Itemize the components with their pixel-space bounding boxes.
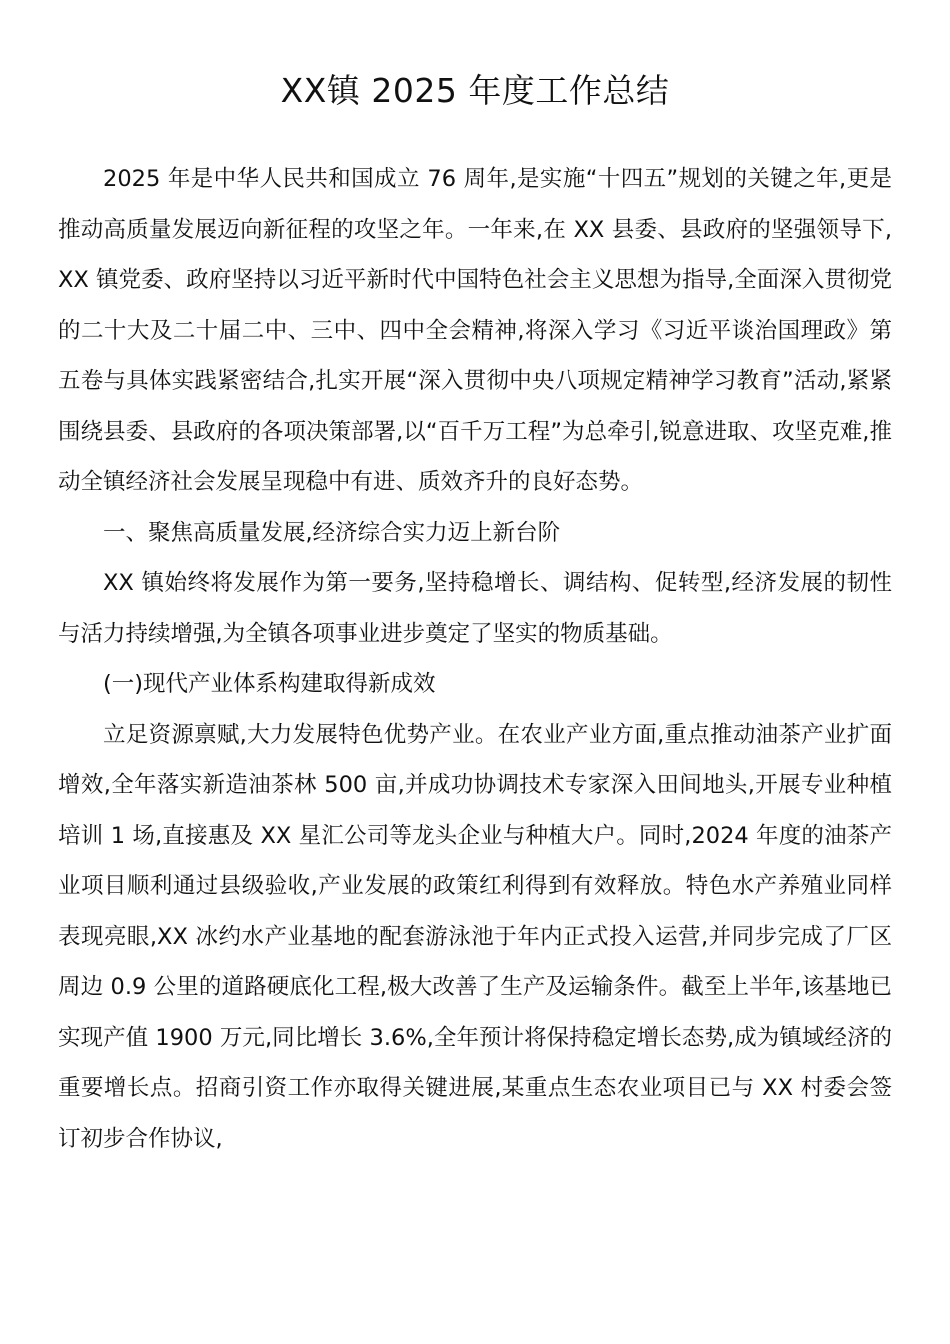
- document-body: [58, 154, 892, 1164]
- subsection-heading-1: (一)现代产业体系构建取得新成效: [103, 671, 436, 697]
- intro-paragraph: 2025 年是中华人民共和国成立 76 周年,是实施“十四五”规划的关键之年,更是推动高质量发展迈向新征程的攻坚之年。一年来,在 XX 县委、县政府的坚强领导下,XX 镇党委、政府坚持以习近平新时代中国特色社会主义思想为指导,全面深入贯彻党的二十大及二十届二中、三中、四中全会精神,将深入学习《习近平谈治国理政》第五卷与具体实践紧密结合,扎实开展“深入贯彻中央八项规定精神学习教育”活动,紧紧围绕县委、县政府的各项决策部署,以“百千万工程”为总牵引,锐意进取、攻坚克难,推动全镇经济社会发展呈现稳中有进、质效齐升的良好态势。: [58, 166, 892, 495]
- subsection-1-paragraph: 立足资源禀赋,大力发展特色优势产业。在农业产业方面,重点推动油茶产业扩面增效,全年落实新造油茶林 500 亩,并成功协调技术专家深入田间地头,开展专业种植培训 1 场,直接惠及 XX 星汇公司等龙头企业与种植大户。同时,2024 年度的油茶产业项目顺利通过县级验收,产业发展的政策红利得到有效释放。特色水产养殖业同样表现亮眼,XX 冰约水产业基地的配套游泳池于年内正式投入运营,并同步完成了厂区周边 0.9 公里的道路硬底化工程,极大改善了生产及运输条件。截至上半年,该基地已实现产值 1900 万元,同比增长 3.6%,全年预计将保持稳定增长态势,成为镇域经济的重要增长点。招商引资工作亦取得关键进展,某重点生态农业项目已与 XX 村委会签订初步合作协议,: [58, 721, 892, 1152]
- section-1-paragraph: XX 镇始终将发展作为第一要务,坚持稳增长、调结构、促转型,经济发展的韧性与活力持续增强,为全镇各项事业进步奠定了坚实的物质基础。: [58, 570, 892, 647]
- section-heading-1: 一、聚焦高质量发展,经济综合实力迈上新台阶: [103, 519, 561, 546]
- document-title: XX镇 2025 年度工作总结: [280, 71, 670, 110]
- document-page: [58, 60, 892, 1164]
